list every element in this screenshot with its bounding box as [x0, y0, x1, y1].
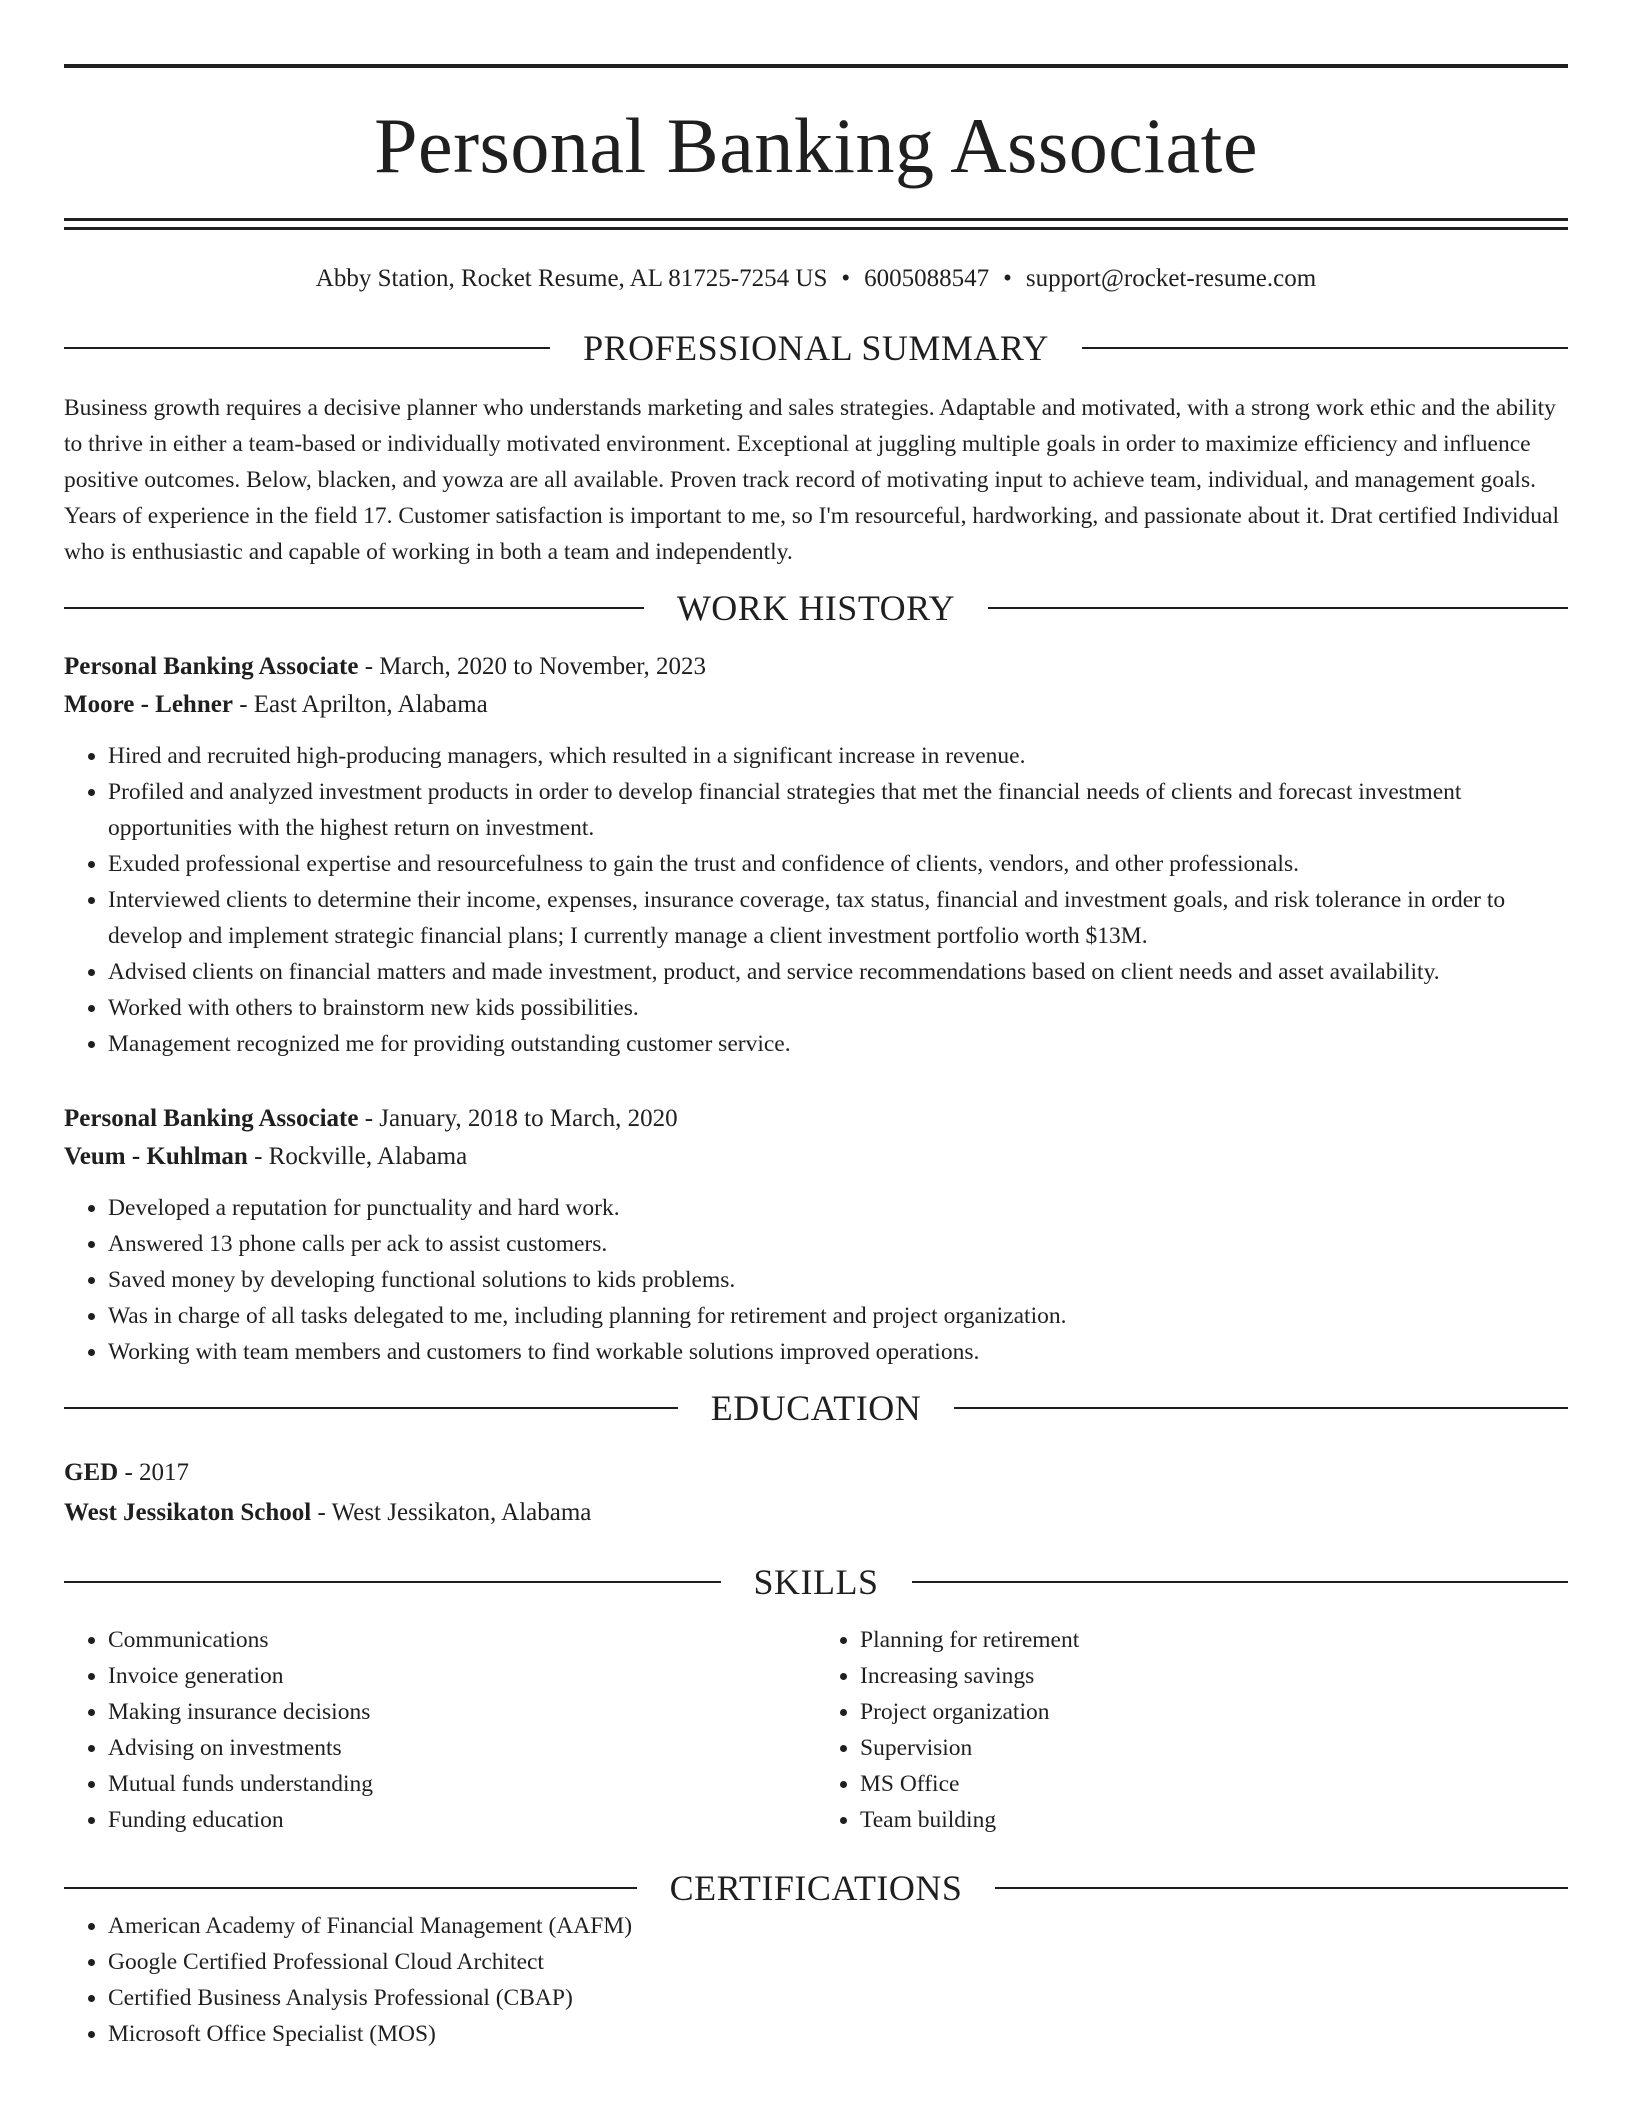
- education-degree-line: [64, 1454, 1568, 1492]
- job-dates: - March, 2020 to November, 2023: [358, 653, 707, 680]
- job-bullet: • Management recognized me for providing outstanding customer service.: [108, 1026, 1568, 1062]
- work-title: WORK HISTORY: [676, 588, 956, 628]
- certification-item: • Certified Business Analysis Professional (CBAP): [108, 1980, 1568, 2016]
- skill-item: • Advising on investments: [108, 1730, 816, 1766]
- skill-item: • Funding education: [108, 1802, 816, 1838]
- heading-rule-left: [64, 347, 550, 349]
- contact-separator: •: [841, 265, 851, 292]
- job-entry: [64, 1100, 1568, 1370]
- certifications-heading: [64, 1868, 1568, 1908]
- skill-item: • Mutual funds understanding: [108, 1766, 816, 1802]
- skill-item: • MS Office: [860, 1766, 1568, 1802]
- skills-heading: [64, 1562, 1568, 1602]
- job-entry: [64, 648, 1568, 1062]
- job-title: Personal Banking Associate: [64, 1105, 359, 1132]
- heading-rule-right: [954, 1407, 1568, 1409]
- summary-heading: [64, 328, 1568, 368]
- job-location: - Rockville, Alabama: [247, 1143, 468, 1170]
- skill-item: • Team building: [860, 1802, 1568, 1838]
- education-heading: [64, 1388, 1568, 1428]
- skill-item: • Making insurance decisions: [108, 1694, 816, 1730]
- heading-rule-right: [912, 1581, 1569, 1583]
- job-bullet: • Was in charge of all tasks delegated to me, including planning for retirement and project organization.: [108, 1298, 1568, 1334]
- certification-item: • American Academy of Financial Management (AAFM): [108, 1908, 1568, 1944]
- certification-item: • Microsoft Office Specialist (MOS): [108, 2016, 1568, 2052]
- job-bullets: [64, 1190, 1568, 1370]
- heading-rule-left: [64, 1887, 637, 1889]
- skills-right-list: [816, 1622, 1568, 1838]
- job-bullet: • Working with team members and customers to find workable solutions improved operations.: [108, 1334, 1568, 1370]
- skill-item: • Planning for retirement: [860, 1622, 1568, 1658]
- education-year: - 2017: [118, 1459, 190, 1486]
- top-rule: [64, 64, 1568, 68]
- contact-phone: 6005088547: [864, 265, 990, 292]
- summary-text: Business growth requires a decisive planner who understands marketing and sales strategies. Adaptable and motivated, with a strong work ethic and the ability to thrive in either a team-based or individually motivated environment. Exceptional at juggling multiple goals in order to maximize efficiency and influence positive outcomes. Below, blacken, and yowza are all available. Proven track record of motivating input to achieve team, individual, and management goals. Years of experience in the field 17. Customer satisfaction is important to me, so I'm resourceful, hardworking, and passionate about it. Drat certified Individual who is enthusiastic and capable of working in both a team and independently.: [64, 395, 1560, 565]
- skills-grid: [64, 1622, 1568, 1838]
- job-company-line: [64, 686, 1568, 724]
- job-bullet: • Exuded professional expertise and resourcefulness to gain the trust and confidence of clients, vendors, and other professionals.: [108, 846, 1568, 882]
- job-bullet: • Interviewed clients to determine their income, expenses, insurance coverage, tax status, financial and investment goals, and risk tolerance in order to develop and implement strategic financial plans; I currently manage a client investment portfolio worth $13M.: [108, 882, 1568, 954]
- job-bullets: [64, 738, 1568, 1062]
- work-heading: [64, 588, 1568, 628]
- heading-rule-left: [64, 1407, 678, 1409]
- job-title-line: [64, 648, 1568, 686]
- education-school: West Jessikaton School: [64, 1499, 312, 1526]
- job-company: Veum - Kuhlman: [64, 1143, 248, 1170]
- heading-rule-left: [64, 607, 644, 609]
- job-title-line: [64, 1100, 1568, 1138]
- job-company: Moore - Lehner: [64, 691, 233, 718]
- education-title: EDUCATION: [710, 1388, 922, 1428]
- contact-line: [64, 264, 1568, 294]
- summary-title: PROFESSIONAL SUMMARY: [583, 328, 1049, 368]
- job-bullet: • Answered 13 phone calls per ack to assist customers.: [108, 1226, 1568, 1262]
- skills-title: SKILLS: [753, 1562, 879, 1602]
- job-bullet: • Hired and recruited high-producing managers, which resulted in a significant increase in revenue.: [108, 738, 1568, 774]
- job-bullet: • Profiled and analyzed investment products in order to develop financial strategies that met the financial needs of clients and forecast investment opportunities with the highest return on investment.: [108, 774, 1568, 846]
- heading-rule-right: [988, 607, 1568, 609]
- job-location: - East Aprilton, Alabama: [232, 691, 488, 718]
- resume-name: Personal Banking Associate: [374, 102, 1258, 189]
- education-location: - West Jessikaton, Alabama: [311, 1499, 592, 1526]
- job-bullet: • Saved money by developing functional solutions to kids problems.: [108, 1262, 1568, 1298]
- heading-rule-right: [995, 1887, 1568, 1889]
- job-company-line: [64, 1138, 1568, 1176]
- contact-separator: •: [1003, 265, 1012, 292]
- job-bullet: • Developed a reputation for punctuality and hard work.: [108, 1190, 1568, 1226]
- education-school-line: [64, 1494, 1568, 1532]
- heading-rule-right: [1082, 347, 1568, 349]
- education-entry: [64, 1454, 1568, 1532]
- job-title: Personal Banking Associate: [64, 653, 359, 680]
- header-double-rule: [64, 218, 1568, 230]
- certification-item: • Google Certified Professional Cloud Architect: [108, 1944, 1568, 1980]
- education-degree: GED: [64, 1459, 119, 1486]
- skill-item: • Increasing savings: [860, 1658, 1568, 1694]
- contact-address: Abby Station, Rocket Resume, AL 81725-7254 US: [315, 265, 828, 292]
- certifications-list: [64, 1908, 1568, 2052]
- skill-item: • Communications: [108, 1622, 816, 1658]
- skills-left-list: [64, 1622, 816, 1838]
- certifications-title: CERTIFICATIONS: [669, 1868, 963, 1908]
- job-bullet: • Advised clients on financial matters and made investment, product, and service recommendations based on client needs and asset availability.: [108, 954, 1568, 990]
- skill-item: • Invoice generation: [108, 1658, 816, 1694]
- contact-email: support@rocket-resume.com: [1025, 265, 1317, 292]
- heading-rule-left: [64, 1581, 721, 1583]
- job-dates: - January, 2018 to March, 2020: [358, 1105, 678, 1132]
- skill-item: • Supervision: [860, 1730, 1568, 1766]
- skill-item: • Project organization: [860, 1694, 1568, 1730]
- job-bullet: • Worked with others to brainstorm new kids possibilities.: [108, 990, 1568, 1026]
